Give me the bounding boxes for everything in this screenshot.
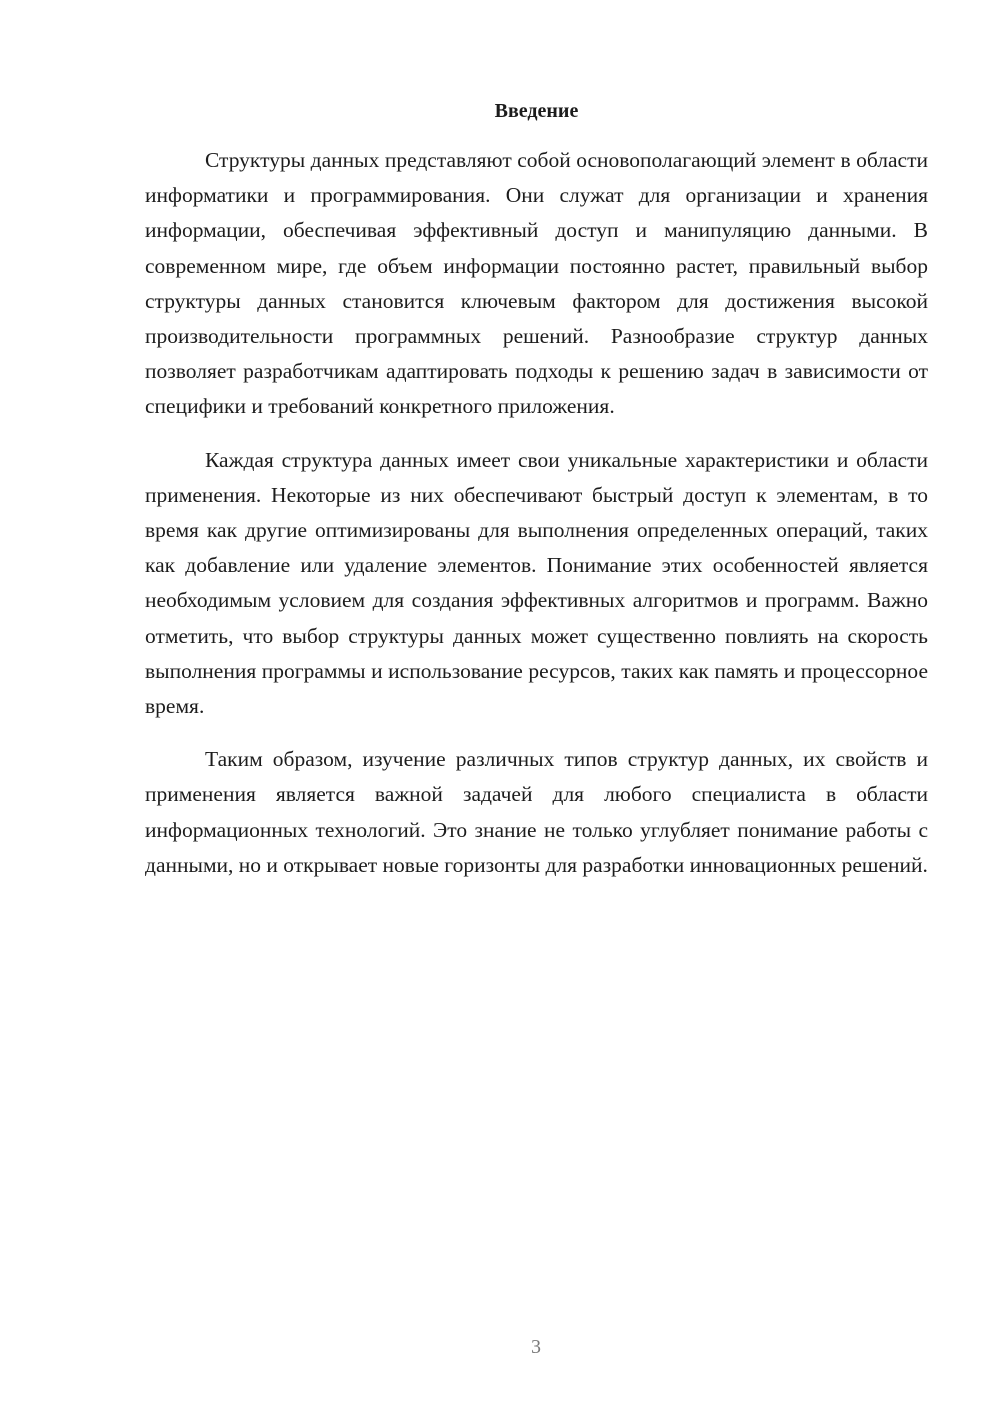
paragraph-2: Каждая структура данных имеет свои уникальные характеристики и области применения. Некоторые из них обеспечивают быстрый доступ к элементам, в то время как другие оптимизированы для выполнения определенных операций, таких как добавление или удаление элементов. Понимание этих особенностей является необходимым условием для создания эффективных алгоритмов и программ. Важно отметить, что выбор структуры данных может существенно повлиять на скорость выполнения программы и использование ресурсов, таких как память и процессорное время.: [145, 447, 928, 719]
paragraph-1: Структуры данных представляют собой основополагающий элемент в области информатики и программирования. Они служат для организации и хранения информации, обеспечивая эффективный доступ и манипуляцию данными. В современном мире, где объем информации постоянно растет, правильный выбор структуры данных становится ключевым фактором для достижения высокой производительности программных решений. Разнообразие структур данных позволяет разработчикам адаптировать подходы к решению задач в зависимости от специфики и требований конкретного приложения.: [145, 148, 928, 419]
document-body: [145, 143, 928, 901]
paragraph-3: Таким образом, изучение различных типов структур данных, их свойств и применения является важной задачей для любого специалиста в области информационных технологий. Это знание не только углубляет понимание работы с данными, но и открывает новые горизонты для разработки инновационных решений.: [145, 747, 928, 877]
section-title: Введение: [494, 100, 579, 122]
page-number: 3: [531, 1336, 541, 1358]
